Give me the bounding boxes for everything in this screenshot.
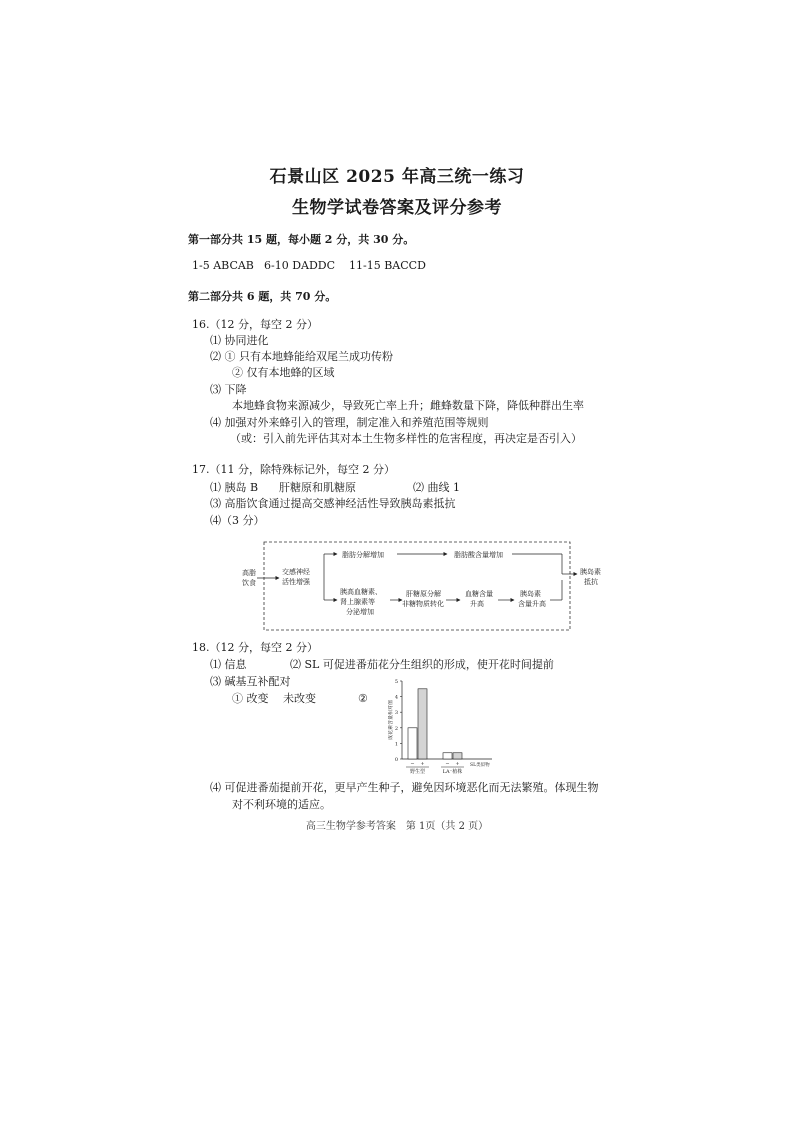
q18-answer-3-1b: 未改变 <box>283 692 316 705</box>
q17-answer-4: ⑷（3 分） <box>210 514 265 527</box>
q17-answer-2: ⑵ 曲线 1 <box>413 481 460 494</box>
flow-node-hormones-1: 胰高血糖素、 <box>340 588 382 596</box>
q18-answer-1: ⑴ 信息 <box>210 658 247 671</box>
q18-answer-4-cont: 对不利环境的适应。 <box>232 798 331 811</box>
flow-node-blood-glucose-1: 血糖含量 <box>465 590 493 598</box>
chart-bar <box>418 689 427 759</box>
flow-node-hormones-3: 分泌增加 <box>346 608 374 616</box>
q16-header: 16.（12 分，每空 2 分） <box>192 318 318 331</box>
q17-answer-1b: 肝糖原和肌糖原 <box>279 481 356 494</box>
q16-answer-2-1: ⑵ ① 只有本地蜂能给双尾兰成功传粉 <box>210 350 393 363</box>
flow-node-glycogenolysis-2: 非糖物质转化 <box>402 600 444 608</box>
chart-y-axis-label: 成花素含量相对值 <box>388 699 394 741</box>
q18-answer-2: ⑵ SL 可促进番茄花分生组织的形成，使开花时间提前 <box>290 658 554 671</box>
flow-node-insulin-1: 胰岛素 <box>520 590 541 598</box>
q18-answer-3: ⑶ 碱基互补配对 <box>210 675 291 688</box>
flow-node-lipolysis: 脂肪分解增加 <box>342 551 384 559</box>
q16-answer-2-2: ② 仅有本地蜂的区域 <box>232 366 335 379</box>
flow-node-fatty-acid: 脂肪酸含量增加 <box>454 551 503 559</box>
chart-bar <box>443 753 452 759</box>
document-title: 石景山区 2025 年高三统一练习 <box>269 167 525 187</box>
q18-answer-3-2-marker: ② <box>358 692 368 705</box>
flow-node-high-fat-2: 饮食 <box>242 579 256 587</box>
q18-header: 18.（12 分，每空 2 分） <box>192 641 318 654</box>
q16-answer-1: ⑴ 协同进化 <box>210 334 269 347</box>
mc-answers-6-10: 6-10 DADDC <box>264 259 336 272</box>
q17-header: 17.（11 分，除特殊标记外，每空 2 分） <box>192 463 395 476</box>
page-footer: 高三生物学参考答案 第 1页（共 2 页） <box>305 821 489 832</box>
chart-bar <box>453 753 462 759</box>
chart-y-tick-label: 0 <box>394 757 398 763</box>
chart-group-label: 野生型 <box>409 769 426 775</box>
flow-node-glycogenolysis-1: 肝糖原分解 <box>406 590 441 598</box>
q17-answer-1a: ⑴ 胰岛 B <box>210 481 259 494</box>
chart-group-label: LA⁻植株 <box>442 769 463 775</box>
flow-node-sympathetic-2: 活性增强 <box>282 578 310 586</box>
flow-node-sympathetic-1: 交感神经 <box>282 568 310 576</box>
mc-answers-1-5: 1-5 ABCAB <box>192 259 254 272</box>
flow-dashed-box <box>264 542 570 630</box>
part1-heading: 第一部分共 15 题，每小题 2 分，共 30 分。 <box>188 233 415 246</box>
chart-y-tick-label: 5 <box>394 679 398 685</box>
chart-y-tick-label: 4 <box>394 694 398 701</box>
q18-answer-4: ⑷ 可促进番茄提前开花，更早产生种子，避免因环境恶化而无法繁殖。体现生物 <box>210 781 599 794</box>
chart-treatment-sign: − <box>445 761 450 767</box>
q16-answer-3-reason: 本地蜂食物来源减少，导致死亡率上升；雌蜂数量下降，降低种群出生率 <box>232 399 584 412</box>
flow-node-resistance-2: 抵抗 <box>584 578 598 586</box>
chart-y-tick-label: 1 <box>394 741 398 748</box>
flow-node-high-fat-1: 高脂 <box>242 569 256 577</box>
flow-node-blood-glucose-2: 升高 <box>470 600 484 608</box>
flow-node-hormones-2: 肾上腺素等 <box>340 598 375 606</box>
part2-heading: 第二部分共 6 题，共 70 分。 <box>188 290 337 303</box>
mc-answers-11-15: 11-15 BACCD <box>349 259 426 272</box>
flow-node-resistance-1: 胰岛素 <box>580 568 601 576</box>
chart-treatment-label: SL类似物 <box>470 763 490 768</box>
florigen-bar-chart <box>388 676 528 776</box>
chart-treatment-sign: − <box>410 761 415 767</box>
flow-node-insulin-2: 含量升高 <box>518 600 546 608</box>
insulin-resistance-flow-diagram <box>232 538 616 638</box>
chart-treatment-sign: + <box>420 761 425 767</box>
chart-treatment-sign: + <box>455 761 460 767</box>
q16-answer-4: ⑷ 加强对外来蜂引入的管理，制定准入和养殖范围等规则 <box>210 416 489 429</box>
chart-bar <box>408 728 417 759</box>
document-subtitle: 生物学试卷答案及评分参考 <box>292 198 502 218</box>
q16-answer-3: ⑶ 下降 <box>210 383 247 396</box>
q18-answer-3-1a: ① 改变 <box>232 692 269 705</box>
q17-answer-3: ⑶ 高脂饮食通过提高交感神经活性导致胰岛素抵抗 <box>210 497 456 510</box>
q16-answer-4-alt: （或：引入前先评估其对本土生物多样性的危害程度，再决定是否引入） <box>230 432 582 445</box>
chart-y-tick-label: 3 <box>394 710 398 717</box>
chart-y-tick-label: 2 <box>394 725 398 732</box>
